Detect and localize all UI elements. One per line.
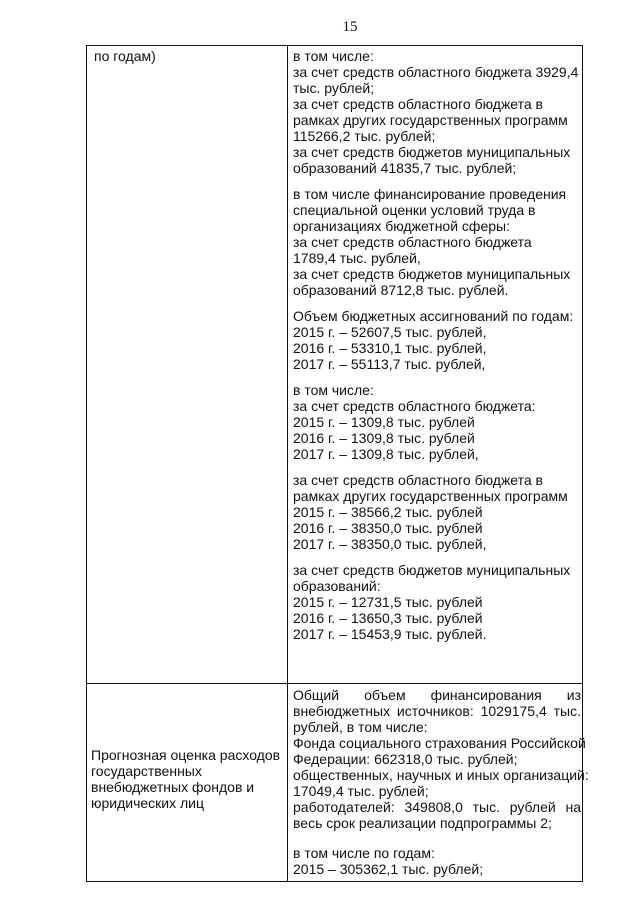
paragraph-spacer — [293, 831, 581, 845]
paragraph-spacer — [293, 372, 579, 382]
text-line: 2015 г. – 1309,8 тыс. рублей — [293, 414, 475, 430]
text-line: государственных — [91, 763, 202, 779]
row-divider — [87, 683, 582, 684]
text-line: образований 41835,7 тыс. рублей; — [293, 160, 517, 176]
column-divider — [287, 46, 288, 881]
text-line: за счет средств бюджетов муниципальных — [293, 562, 571, 578]
text-line: в том числе: — [293, 48, 374, 64]
text-line: 2015 г. – 38566,2 тыс. рублей — [293, 504, 483, 520]
text-line: 2016 г. – 38350,0 тыс. рублей — [293, 520, 483, 536]
text-line: за счет средств областного бюджета 3929,4 — [293, 64, 579, 80]
text-line: общественных, научных и иных организаций: — [293, 767, 589, 783]
text-line: 2015 г. – 12731,5 тыс. рублей — [293, 594, 483, 610]
text-line: за счет средств бюджетов муниципальных — [293, 266, 571, 282]
text-line: внебюджетных источников: 1029175,4 тыс. — [293, 703, 581, 719]
text-line: 2016 г. – 13650,3 тыс. рублей — [293, 610, 483, 626]
row1-label: по годам) — [94, 48, 156, 64]
text-line: организациях бюджетной сферы: — [293, 218, 510, 234]
paragraph-spacer — [293, 298, 579, 308]
row2-content — [293, 687, 589, 877]
text-line: в том числе: — [293, 382, 374, 398]
text-line: рамках других государственных программ — [293, 112, 568, 128]
paragraph-spacer — [293, 176, 579, 186]
text-line: юридических лиц — [91, 795, 205, 811]
paragraph-spacer — [293, 462, 579, 472]
text-line: 2016 г. – 1309,8 тыс. рублей — [293, 430, 475, 446]
page-number: 15 — [342, 19, 358, 35]
text-line: рублей, в том числе: — [293, 719, 428, 735]
text-line: 2017 г. – 38350,0 тыс. рублей, — [293, 536, 487, 552]
text-line: 115266,2 тыс. рублей; — [293, 128, 436, 144]
text-line: 17049,4 тыс. рублей; — [293, 783, 429, 799]
text-line: за счет средств бюджетов муниципальных — [293, 144, 571, 160]
text-line: 1789,4 тыс. рублей, — [293, 250, 421, 266]
paragraph-spacer — [293, 552, 579, 562]
text-line: Фонда социального страхования Российской — [293, 735, 586, 751]
text-line: рамках других государственных программ — [293, 488, 568, 504]
text-line: 2017 г. – 55113,7 тыс. рублей, — [293, 356, 486, 372]
text-line: Прогнозная оценка расходов — [91, 747, 281, 763]
text-line: весь срок реализации подпрограммы 2; — [293, 815, 552, 831]
text-line: 2017 г. – 15453,9 тыс. рублей. — [293, 626, 487, 642]
text-line: за счет средств областного бюджета — [293, 234, 532, 250]
text-line: Объем бюджетных ассигнований по годам: — [293, 308, 574, 324]
document-table — [86, 45, 589, 882]
text-line: за счет средств областного бюджета: — [293, 398, 536, 414]
text-line: за счет средств областного бюджета в — [293, 472, 543, 488]
row1-content — [293, 48, 579, 642]
text-line: 2015 – 305362,1 тыс. рублей; — [293, 861, 484, 877]
text-line: в том числе финансирование проведения — [293, 186, 567, 202]
text-line: в том числе по годам: — [293, 845, 435, 861]
text-line: за счет средств областного бюджета в — [293, 96, 543, 112]
text-line: Общий объем финансирования из — [293, 687, 581, 703]
text-line: внебюджетных фондов и — [91, 779, 255, 795]
text-line: тыс. рублей; — [293, 80, 375, 96]
row2-label — [91, 747, 283, 811]
text-line: 2015 г. – 52607,5 тыс. рублей, — [293, 324, 487, 340]
text-line: 2017 г. – 1309,8 тыс. рублей, — [293, 446, 479, 462]
text-line: образований 8712,8 тыс. рублей. — [293, 282, 509, 298]
text-line: 2016 г. – 53310,1 тыс. рублей, — [293, 340, 487, 356]
text-line: работодателей: 349808,0 тыс. рублей на — [293, 799, 581, 815]
text-line: Федерации: 662318,0 тыс. рублей; — [293, 751, 518, 767]
text-line: специальной оценки условий труда в — [293, 202, 536, 218]
text-line: образований: — [293, 578, 381, 594]
